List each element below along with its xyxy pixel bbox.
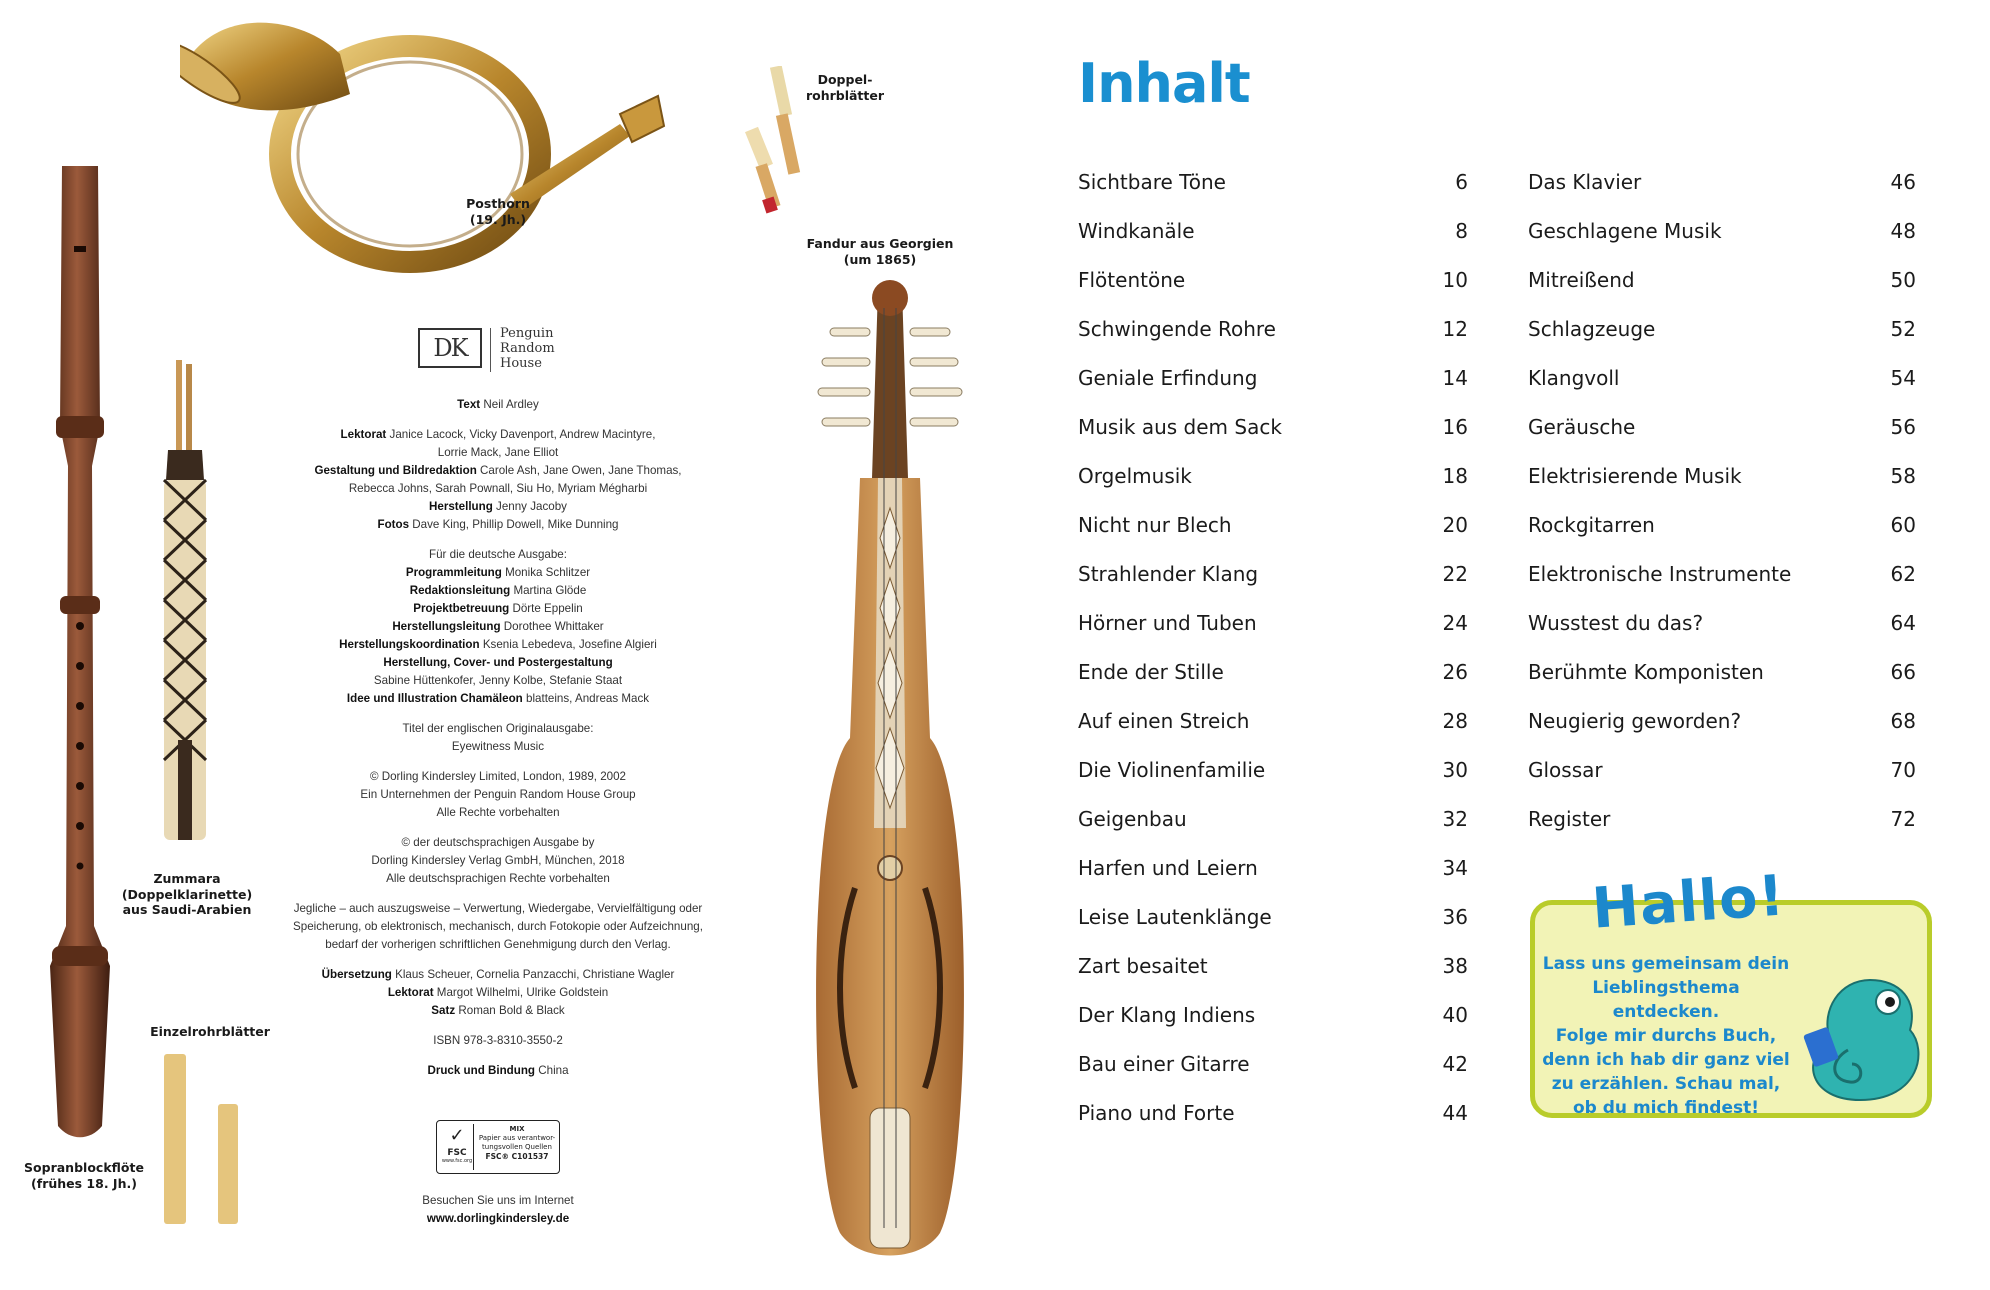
toc-entry[interactable] [1528,409,1916,458]
toc-entry-title: Nicht nur Blech [1078,513,1232,537]
toc-entry-page: 44 [1442,1101,1468,1125]
imprint [268,396,728,1080]
hallo-title: Hallo! [1589,863,1788,942]
toc-entry-page: 52 [1890,317,1916,341]
caption-line: Posthorn [466,196,530,211]
imprint-value: Sabine Hüttenkofer, Jenny Kolbe, Stefanie Staat [373,674,623,687]
fsc-mix: MIX [509,1125,525,1133]
toc-entry-page: 12 [1442,317,1468,341]
imprint-label: Programmleitung [405,566,502,579]
toc-entry[interactable] [1078,752,1468,801]
imprint-value: Monika Schlitzer [505,566,591,579]
toc-entry-page: 48 [1890,219,1916,243]
toc-entry-title: Windkanäle [1078,219,1195,243]
toc-entry[interactable] [1078,801,1468,850]
toc-entry[interactable] [1078,458,1468,507]
toc-entry-page: 32 [1442,807,1468,831]
website-link[interactable]: www.dorlingkindersley.de [426,1212,570,1225]
imprint-label: Gestaltung und Bildredaktion [314,464,477,477]
toc-entry[interactable] [1528,164,1916,213]
toc-entry-title: Berühmte Komponisten [1528,660,1764,684]
toc-entry-page: 8 [1455,219,1468,243]
recorder-caption [14,1160,154,1191]
toc-entry-page: 40 [1442,1003,1468,1027]
imprint-value: Alle deutschsprachigen Rechte vorbehalten [386,872,610,885]
imprint-value: Speicherung, ob elektronisch, mechanisch, durch Fotokopie oder Aufzeichnung, [293,920,703,933]
imprint-value: © Dorling Kindersley Limited, London, 1989, 2002 [369,770,627,783]
toc-entry-page: 56 [1890,415,1916,439]
toc-entry[interactable] [1078,997,1468,1046]
toc-entry[interactable] [1078,360,1468,409]
caption-line: (um 1865) [843,251,917,267]
toc-entry-page: 70 [1890,758,1916,782]
toc-entry-title: Glossar [1528,758,1603,782]
imprint-value: Margot Wilhelmi, Ulrike Goldstein [436,986,609,999]
imprint-value: Roman Bold & Black [458,1004,565,1017]
toc-entry-page: 60 [1890,513,1916,537]
dk-logo-icon: DK [418,328,482,368]
posthorn-image [180,14,680,294]
hallo-line: zu erzählen. Schau mal, [1551,1074,1781,1094]
single-reeds-image [160,1054,250,1224]
toc-entry-title: Schwingende Rohre [1078,317,1276,341]
toc-entry-page: 14 [1442,366,1468,390]
toc-entry[interactable] [1528,654,1916,703]
imprint-value: Neil Ardley [483,398,539,411]
toc-entry-title: Piano und Forte [1078,1101,1235,1125]
toc-column-left [1078,164,1468,1144]
imprint-label: Lektorat [387,986,434,999]
toc-entry[interactable] [1528,801,1916,850]
toc-entry-title: Schlagzeuge [1528,317,1656,341]
imprint-value: Rebecca Johns, Sarah Pownall, Siu Ho, Myriam Mégharbi [348,482,648,495]
toc-entry-page: 28 [1442,709,1468,733]
toc-entry-title: Harfen und Leiern [1078,856,1258,880]
imprint-value: Dorothee Whittaker [503,620,604,633]
toc-entry-title: Leise Lautenklänge [1078,905,1272,929]
imprint-label: Herstellungskoordination [339,638,480,651]
logo-text: Penguin [500,326,554,341]
toc-entry-page: 26 [1442,660,1468,684]
imprint-value: Jegliche – auch auszugsweise – Verwertung, Wiedergabe, Vervielfältigung oder [293,902,703,915]
imprint-value: Jenny Jacoby [496,500,567,513]
toc-entry-title: Ende der Stille [1078,660,1224,684]
publisher-logo [418,328,594,372]
toc-entry[interactable] [1078,703,1468,752]
imprint-value: bedarf der vorherigen schriftlichen Genehmigung durch den Verlag. [325,938,671,951]
imprint-value: Janice Lacock, Vicky Davenport, Andrew Macintyre, [389,428,656,441]
imprint-value: © der deutschsprachigen Ausgabe by [401,836,595,849]
toc-entry-title: Klangvoll [1528,366,1620,390]
imprint-value: Alle Rechte vorbehalten [436,806,560,819]
toc-entry-page: 68 [1890,709,1916,733]
toc-entry-page: 72 [1890,807,1916,831]
imprint-label: Herstellung [429,500,493,513]
toc-entry[interactable] [1528,556,1916,605]
toc-entry-title: Der Klang Indiens [1078,1003,1256,1027]
toc-entry-page: 18 [1442,464,1468,488]
toc-entry-page: 22 [1442,562,1468,586]
caption-line: Fandur aus Georgien [806,236,954,251]
zummara-caption [112,871,262,918]
isbn: ISBN 978-3-8310-3550-2 [433,1034,563,1047]
toc-entry-title: Elektronische Instrumente [1528,562,1792,586]
imprint-value: Martina Glöde [513,584,587,597]
toc-entry-title: Hörner und Tuben [1078,611,1257,635]
toc-entry-page: 66 [1890,660,1916,684]
toc-entry-page: 42 [1442,1052,1468,1076]
toc-entry[interactable] [1078,164,1468,213]
toc-entry-page: 46 [1890,170,1916,194]
toc-entry[interactable] [1078,850,1468,899]
toc-entry-title: Flötentöne [1078,268,1186,292]
chameleon-icon [1790,960,1930,1120]
toc-entry[interactable] [1078,409,1468,458]
toc-entry-title: Register [1528,807,1611,831]
caption-line: (19. Jh.) [469,211,527,227]
posthorn-caption [438,196,558,227]
toc-entry-title: Strahlender Klang [1078,562,1259,586]
toc-entry[interactable] [1078,213,1468,262]
toc-entry[interactable] [1528,703,1916,752]
toc-entry-title: Elektrisierende Musik [1528,464,1742,488]
logo-text: Random [500,341,555,356]
imprint-value: Lorrie Mack, Jane Elliot [437,446,559,459]
toc-entry[interactable] [1528,507,1916,556]
fsc-web: www.fsc.org [441,1158,473,1164]
toc-entry-title: Das Klavier [1528,170,1642,194]
toc-entry-title: Geniale Erfindung [1078,366,1258,390]
fsc-code: FSC® C101537 [485,1152,549,1161]
toc-column-right [1528,164,1916,850]
recorder-image [40,166,120,1146]
toc-entry-title: Geräusche [1528,415,1636,439]
toc-entry[interactable] [1528,360,1916,409]
fsc-line: tungsvollen Quellen [482,1143,552,1151]
imprint-value: Dave King, Phillip Dowell, Mike Dunning [412,518,619,531]
toc-entry[interactable] [1078,1095,1468,1144]
hallo-text [1540,952,1792,1120]
imprint-value: China [538,1064,569,1077]
imprint-label: Idee und Illustration Chamäleon [346,692,523,705]
imprint-label: Herstellung, Cover- und Postergestaltung [383,656,613,669]
toc-entry[interactable] [1528,605,1916,654]
toc-entry[interactable] [1078,605,1468,654]
toc-entry[interactable] [1078,1046,1468,1095]
toc-entry-title: Sichtbare Töne [1078,170,1226,194]
imprint-label: Lektorat [340,428,387,441]
toc-entry[interactable] [1078,507,1468,556]
toc-entry-page: 54 [1890,366,1916,390]
toc-entry-page: 36 [1442,905,1468,929]
toc-entry-title: Neugierig geworden? [1528,709,1742,733]
caption-line: aus Saudi-Arabien [122,902,252,918]
imprint-value: Dörte Eppelin [512,602,583,615]
toc-entry[interactable] [1078,262,1468,311]
toc-entry[interactable] [1528,262,1916,311]
toc-entry[interactable] [1528,458,1916,507]
imprint-value: Carole Ash, Jane Owen, Jane Thomas, [480,464,682,477]
imprint-value: Ksenia Lebedeva, Josefine Algieri [482,638,657,651]
toc-entry-page: 6 [1455,170,1468,194]
toc-entry-page: 10 [1442,268,1468,292]
toc-entry-page: 50 [1890,268,1916,292]
imprint-value: Titel der englischen Originalausgabe: [402,722,594,735]
toc-title: Inhalt [1078,52,1250,115]
imprint-value: Ein Unternehmen der Penguin Random House Group [360,788,636,801]
caption-line: (frühes 18. Jh.) [31,1175,137,1191]
imprint-label: Druck und Bindung [427,1064,536,1077]
toc-entry-title: Bau einer Gitarre [1078,1052,1250,1076]
caption-line: Doppel- [817,72,873,87]
imprint-label: Text [457,398,481,411]
toc-entry-page: 30 [1442,758,1468,782]
imprint-label: Projektbetreuung [413,602,510,615]
imprint-value: Für die deutsche Ausgabe: [429,548,567,561]
toc-entry-title: Zart besaitet [1078,954,1208,978]
imprint-label: Satz [431,1004,456,1017]
toc-entry-title: Mitreißend [1528,268,1635,292]
imprint-value: blatteins, Andreas Mack [526,692,650,705]
imprint-value: Eyewitness Music [451,740,545,753]
toc-entry[interactable] [1528,752,1916,801]
imprint-label: Übersetzung [321,968,392,981]
toc-entry-title: Rockgitarren [1528,513,1655,537]
caption-line: rohrblätter [805,87,885,103]
zummara-image [150,360,220,850]
toc-entry-page: 20 [1442,513,1468,537]
toc-entry-page: 38 [1442,954,1468,978]
toc-entry-title: Auf einen Streich [1078,709,1250,733]
imprint-label: Herstellungsleitung [392,620,501,633]
toc-entry-title: Musik aus dem Sack [1078,415,1282,439]
imprint-value: Dorling Kindersley Verlag GmbH, München, 2018 [371,854,625,867]
toc-entry-page: 24 [1442,611,1468,635]
toc-entry-page: 58 [1890,464,1916,488]
toc-entry[interactable] [1078,899,1468,948]
hallo-line: Lass uns gemeinsam dein [1542,954,1790,974]
fandur-image [800,268,980,1268]
caption-line: Sopranblockflöte [24,1160,144,1175]
caption-line: Zummara [153,871,221,886]
caption-line: (Doppelklarinette) [121,886,253,902]
toc-entry[interactable] [1528,311,1916,360]
logo-text: House [500,356,542,371]
toc-entry-page: 16 [1442,415,1468,439]
fsc-label: FSC [447,1148,467,1158]
toc-entry-title: Geigenbau [1078,807,1187,831]
fandur-caption [800,236,960,267]
toc-entry-title: Orgelmusik [1078,464,1192,488]
toc-entry-page: 34 [1442,856,1468,880]
hallo-line: denn ich hab dir ganz viel [1542,1050,1790,1070]
toc-entry-title: Geschlagene Musik [1528,219,1722,243]
toc-entry[interactable] [1078,948,1468,997]
imprint-label: Fotos [377,518,410,531]
hallo-line: Folge mir durchs Buch, [1555,1026,1777,1046]
double-reeds-caption [800,72,890,103]
toc-entry-page: 62 [1890,562,1916,586]
toc-entry-page: 64 [1890,611,1916,635]
toc-entry-title: Wusstest du das? [1528,611,1704,635]
hallo-line: Lieblingsthema entdecken. [1592,978,1740,1022]
toc-entry[interactable] [1078,311,1468,360]
hallo-line: ob du mich findest! [1573,1098,1759,1118]
imprint-label: Redaktionsleitung [409,584,511,597]
website-block [268,1192,728,1228]
imprint-value: Klaus Scheuer, Cornelia Panzacchi, Christiane Wagler [395,968,675,981]
toc-entry[interactable] [1078,654,1468,703]
fsc-logo-icon: ✓ FSC www.fsc.org MIX Papier aus verantwor- tungsvollen Quellen FSC® C101537 [436,1120,560,1174]
fsc-line: Papier aus verantwor- [478,1134,556,1142]
toc-entry-title: Die Violinenfamilie [1078,758,1266,782]
toc-entry[interactable] [1528,213,1916,262]
website-intro: Besuchen Sie uns im Internet [422,1194,574,1207]
single-reeds-caption: Einzelrohrblätter [150,1024,270,1039]
toc-entry[interactable] [1078,556,1468,605]
